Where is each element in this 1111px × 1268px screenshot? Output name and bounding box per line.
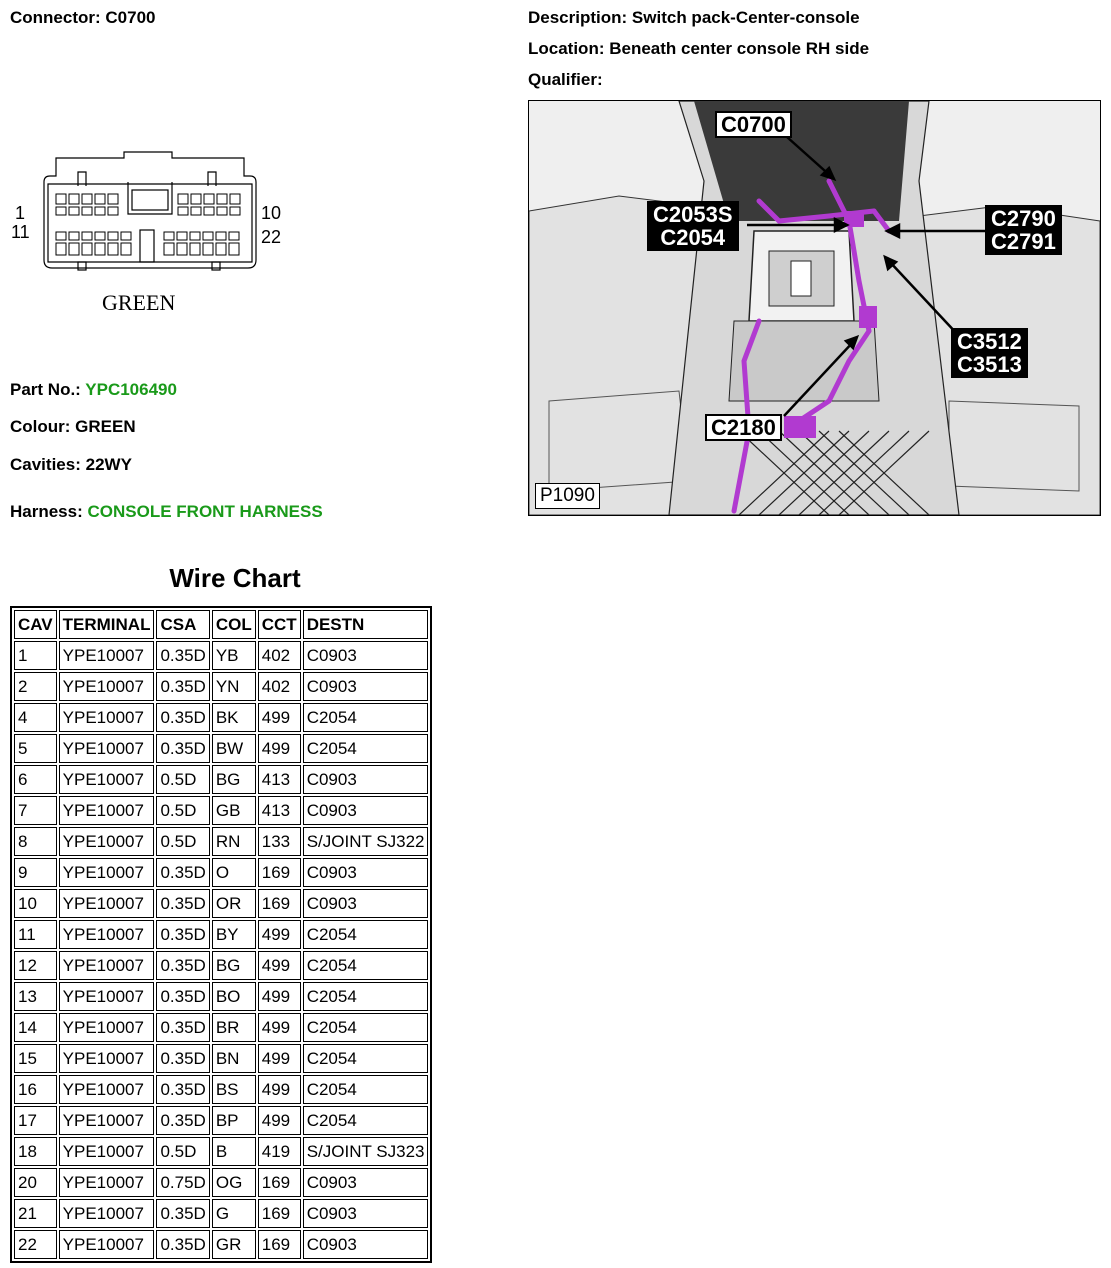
pin-label-top-left: 1 bbox=[15, 203, 26, 223]
column-header-cct: CCT bbox=[258, 610, 301, 639]
wire-chart-title: Wire Chart bbox=[169, 563, 301, 593]
cell-terminal: YPE10007 bbox=[59, 703, 155, 732]
cell-csa: 0.35D bbox=[156, 858, 209, 887]
cavities-label: Cavities: bbox=[10, 455, 81, 474]
cell-destn: C0903 bbox=[303, 889, 429, 918]
table-row bbox=[14, 1199, 428, 1228]
cell-destn: C2054 bbox=[303, 1075, 429, 1104]
cell-csa: 0.35D bbox=[156, 734, 209, 763]
cell-cct: 169 bbox=[258, 1230, 301, 1259]
pin-label-bottom-right: 22 bbox=[261, 227, 282, 247]
cell-cav: 1 bbox=[14, 641, 57, 670]
cell-cav: 11 bbox=[14, 920, 57, 949]
colour-field bbox=[10, 417, 136, 437]
cell-col: BG bbox=[212, 951, 256, 980]
cell-cct: 402 bbox=[258, 672, 301, 701]
cell-cct: 499 bbox=[258, 1013, 301, 1042]
cell-csa: 0.5D bbox=[156, 1137, 209, 1166]
callout-c3512: C3512 bbox=[957, 329, 1022, 354]
callout-c3513: C3513 bbox=[957, 352, 1022, 377]
cell-col: GB bbox=[212, 796, 256, 825]
column-header-cav: CAV bbox=[14, 610, 57, 639]
cell-csa: 0.35D bbox=[156, 1199, 209, 1228]
pin-label-top-right: 10 bbox=[261, 203, 282, 223]
table-row bbox=[14, 703, 428, 732]
cavities-field bbox=[10, 455, 132, 475]
cell-cct: 413 bbox=[258, 796, 301, 825]
cell-terminal: YPE10007 bbox=[59, 1230, 155, 1259]
cell-destn: C0903 bbox=[303, 796, 429, 825]
table-row bbox=[14, 765, 428, 794]
cell-terminal: YPE10007 bbox=[59, 951, 155, 980]
cell-cct: 419 bbox=[258, 1137, 301, 1166]
cell-cav: 7 bbox=[14, 796, 57, 825]
table-row bbox=[14, 641, 428, 670]
cell-cav: 9 bbox=[14, 858, 57, 887]
cell-cct: 499 bbox=[258, 703, 301, 732]
harness-link[interactable]: CONSOLE FRONT HARNESS bbox=[87, 502, 323, 521]
cell-col: BW bbox=[212, 734, 256, 763]
callout-c3512-c3513[interactable] bbox=[951, 328, 1028, 378]
connector-value: C0700 bbox=[105, 8, 156, 27]
cell-col: BN bbox=[212, 1044, 256, 1073]
cell-csa: 0.35D bbox=[156, 672, 209, 701]
cell-terminal: YPE10007 bbox=[59, 889, 155, 918]
wire-chart-body bbox=[14, 641, 428, 1259]
cell-csa: 0.5D bbox=[156, 827, 209, 856]
cell-destn: S/JOINT SJ323 bbox=[303, 1137, 429, 1166]
cell-destn: C2054 bbox=[303, 1013, 429, 1042]
cell-csa: 0.35D bbox=[156, 641, 209, 670]
cell-col: GR bbox=[212, 1230, 256, 1259]
cell-cav: 15 bbox=[14, 1044, 57, 1073]
pin-label-bottom-left: 11 bbox=[11, 222, 30, 242]
part-number-field bbox=[10, 380, 177, 400]
table-row bbox=[14, 1137, 428, 1166]
cell-terminal: YPE10007 bbox=[59, 1137, 155, 1166]
connector-outline-svg bbox=[8, 150, 298, 320]
cell-cct: 402 bbox=[258, 641, 301, 670]
cell-terminal: YPE10007 bbox=[59, 827, 155, 856]
description-field bbox=[528, 8, 860, 28]
cell-cct: 133 bbox=[258, 827, 301, 856]
cell-col: G bbox=[212, 1199, 256, 1228]
cell-destn: C0903 bbox=[303, 765, 429, 794]
qualifier-label: Qualifier: bbox=[528, 70, 603, 89]
cell-terminal: YPE10007 bbox=[59, 1106, 155, 1135]
location-label: Location: bbox=[528, 39, 605, 58]
cell-cct: 169 bbox=[258, 1168, 301, 1197]
description-label: Description: bbox=[528, 8, 628, 27]
callout-c2791: C2791 bbox=[991, 229, 1056, 254]
cell-cct: 169 bbox=[258, 858, 301, 887]
cell-csa: 0.35D bbox=[156, 982, 209, 1011]
cell-terminal: YPE10007 bbox=[59, 796, 155, 825]
cell-cct: 499 bbox=[258, 982, 301, 1011]
cell-destn: C0903 bbox=[303, 641, 429, 670]
cell-cav: 5 bbox=[14, 734, 57, 763]
cell-csa: 0.35D bbox=[156, 703, 209, 732]
cell-cav: 21 bbox=[14, 1199, 57, 1228]
table-row bbox=[14, 1106, 428, 1135]
cell-terminal: YPE10007 bbox=[59, 1168, 155, 1197]
cell-cct: 499 bbox=[258, 734, 301, 763]
cell-csa: 0.35D bbox=[156, 951, 209, 980]
cell-terminal: YPE10007 bbox=[59, 1013, 155, 1042]
cell-cct: 499 bbox=[258, 920, 301, 949]
cell-cav: 20 bbox=[14, 1168, 57, 1197]
cell-col: BS bbox=[212, 1075, 256, 1104]
cell-col: OR bbox=[212, 889, 256, 918]
cell-col: BO bbox=[212, 982, 256, 1011]
cell-destn: C0903 bbox=[303, 1230, 429, 1259]
connector-label: Connector: bbox=[10, 8, 101, 27]
vehicle-interior-illustration bbox=[529, 101, 1100, 515]
cell-col: YN bbox=[212, 672, 256, 701]
cell-csa: 0.35D bbox=[156, 889, 209, 918]
connector-face-drawing bbox=[8, 150, 298, 320]
callout-c0700[interactable]: C0700 bbox=[715, 111, 792, 138]
column-header-csa: CSA bbox=[156, 610, 209, 639]
cell-csa: 0.5D bbox=[156, 796, 209, 825]
cell-destn: C0903 bbox=[303, 1168, 429, 1197]
cell-destn: C2054 bbox=[303, 982, 429, 1011]
cell-destn: C2054 bbox=[303, 1044, 429, 1073]
cell-csa: 0.35D bbox=[156, 1044, 209, 1073]
cell-destn: C2054 bbox=[303, 1106, 429, 1135]
harness-label: Harness: bbox=[10, 502, 83, 521]
column-header-col: COL bbox=[212, 610, 256, 639]
cell-csa: 0.35D bbox=[156, 1075, 209, 1104]
colour-label: Colour: bbox=[10, 417, 71, 436]
table-row bbox=[14, 672, 428, 701]
table-row bbox=[14, 982, 428, 1011]
cell-destn: C2054 bbox=[303, 734, 429, 763]
cell-cct: 499 bbox=[258, 1044, 301, 1073]
column-header-terminal: TERMINAL bbox=[59, 610, 155, 639]
cell-cav: 4 bbox=[14, 703, 57, 732]
table-row bbox=[14, 889, 428, 918]
part-number-link[interactable]: YPC106490 bbox=[85, 380, 177, 399]
cell-col: BK bbox=[212, 703, 256, 732]
cell-destn: C0903 bbox=[303, 858, 429, 887]
table-row bbox=[14, 796, 428, 825]
table-row bbox=[14, 827, 428, 856]
cell-cav: 17 bbox=[14, 1106, 57, 1135]
callout-c2053s-c2054[interactable] bbox=[647, 201, 739, 251]
cell-cav: 18 bbox=[14, 1137, 57, 1166]
cell-terminal: YPE10007 bbox=[59, 641, 155, 670]
cell-destn: C2054 bbox=[303, 703, 429, 732]
connector-color-caption: GREEN bbox=[102, 290, 176, 315]
cell-destn: C0903 bbox=[303, 672, 429, 701]
cell-cav: 14 bbox=[14, 1013, 57, 1042]
cell-cav: 10 bbox=[14, 889, 57, 918]
connector-field bbox=[10, 8, 156, 28]
cell-cav: 13 bbox=[14, 982, 57, 1011]
cell-csa: 0.35D bbox=[156, 1230, 209, 1259]
cell-cav: 22 bbox=[14, 1230, 57, 1259]
cell-destn: C2054 bbox=[303, 951, 429, 980]
image-reference-plate: P1090 bbox=[535, 483, 600, 509]
cell-col: BP bbox=[212, 1106, 256, 1135]
location-value: Beneath center console RH side bbox=[609, 39, 870, 58]
cell-col: B bbox=[212, 1137, 256, 1166]
cell-destn: C0903 bbox=[303, 1199, 429, 1228]
cell-cav: 2 bbox=[14, 672, 57, 701]
cell-csa: 0.75D bbox=[156, 1168, 209, 1197]
table-row bbox=[14, 1013, 428, 1042]
cell-terminal: YPE10007 bbox=[59, 858, 155, 887]
qualifier-field bbox=[528, 70, 603, 90]
callout-c2180[interactable]: C2180 bbox=[705, 414, 782, 441]
callout-c2790-c2791[interactable] bbox=[985, 205, 1062, 255]
cell-destn: C2054 bbox=[303, 920, 429, 949]
part-number-label: Part No.: bbox=[10, 380, 81, 399]
cell-terminal: YPE10007 bbox=[59, 920, 155, 949]
cell-col: BR bbox=[212, 1013, 256, 1042]
cell-cct: 499 bbox=[258, 951, 301, 980]
wire-chart-header-row bbox=[14, 610, 428, 639]
colour-value: GREEN bbox=[75, 417, 136, 436]
cell-csa: 0.35D bbox=[156, 1013, 209, 1042]
cell-cav: 8 bbox=[14, 827, 57, 856]
table-row bbox=[14, 1230, 428, 1259]
cell-cct: 169 bbox=[258, 889, 301, 918]
cell-terminal: YPE10007 bbox=[59, 1199, 155, 1228]
cell-col: BY bbox=[212, 920, 256, 949]
cell-col: BG bbox=[212, 765, 256, 794]
cell-col: OG bbox=[212, 1168, 256, 1197]
wire-chart-table bbox=[10, 606, 432, 1263]
cell-terminal: YPE10007 bbox=[59, 672, 155, 701]
location-photo bbox=[528, 100, 1101, 516]
cell-terminal: YPE10007 bbox=[59, 1044, 155, 1073]
cell-csa: 0.35D bbox=[156, 1106, 209, 1135]
column-header-destn: DESTN bbox=[303, 610, 429, 639]
description-value: Switch pack-Center-console bbox=[631, 8, 860, 27]
cell-col: O bbox=[212, 858, 256, 887]
cell-terminal: YPE10007 bbox=[59, 982, 155, 1011]
cell-cct: 499 bbox=[258, 1106, 301, 1135]
callout-c2053s: C2053S bbox=[653, 202, 733, 227]
table-row bbox=[14, 1075, 428, 1104]
cell-cav: 6 bbox=[14, 765, 57, 794]
table-row bbox=[14, 1044, 428, 1073]
table-row bbox=[14, 951, 428, 980]
cell-cct: 499 bbox=[258, 1075, 301, 1104]
table-row bbox=[14, 1168, 428, 1197]
cell-destn: S/JOINT SJ322 bbox=[303, 827, 429, 856]
cell-cct: 413 bbox=[258, 765, 301, 794]
cell-terminal: YPE10007 bbox=[59, 1075, 155, 1104]
callout-c2054: C2054 bbox=[660, 225, 726, 250]
cell-terminal: YPE10007 bbox=[59, 765, 155, 794]
cell-col: YB bbox=[212, 641, 256, 670]
cell-cct: 169 bbox=[258, 1199, 301, 1228]
table-row bbox=[14, 858, 428, 887]
table-row bbox=[14, 920, 428, 949]
cavities-value: 22WY bbox=[85, 455, 132, 474]
cell-col: RN bbox=[212, 827, 256, 856]
location-field bbox=[528, 39, 869, 59]
callout-c2790: C2790 bbox=[991, 206, 1056, 231]
cell-csa: 0.5D bbox=[156, 765, 209, 794]
harness-field bbox=[10, 502, 323, 522]
cell-cav: 12 bbox=[14, 951, 57, 980]
cell-csa: 0.35D bbox=[156, 920, 209, 949]
cell-cav: 16 bbox=[14, 1075, 57, 1104]
table-row bbox=[14, 734, 428, 763]
cell-terminal: YPE10007 bbox=[59, 734, 155, 763]
